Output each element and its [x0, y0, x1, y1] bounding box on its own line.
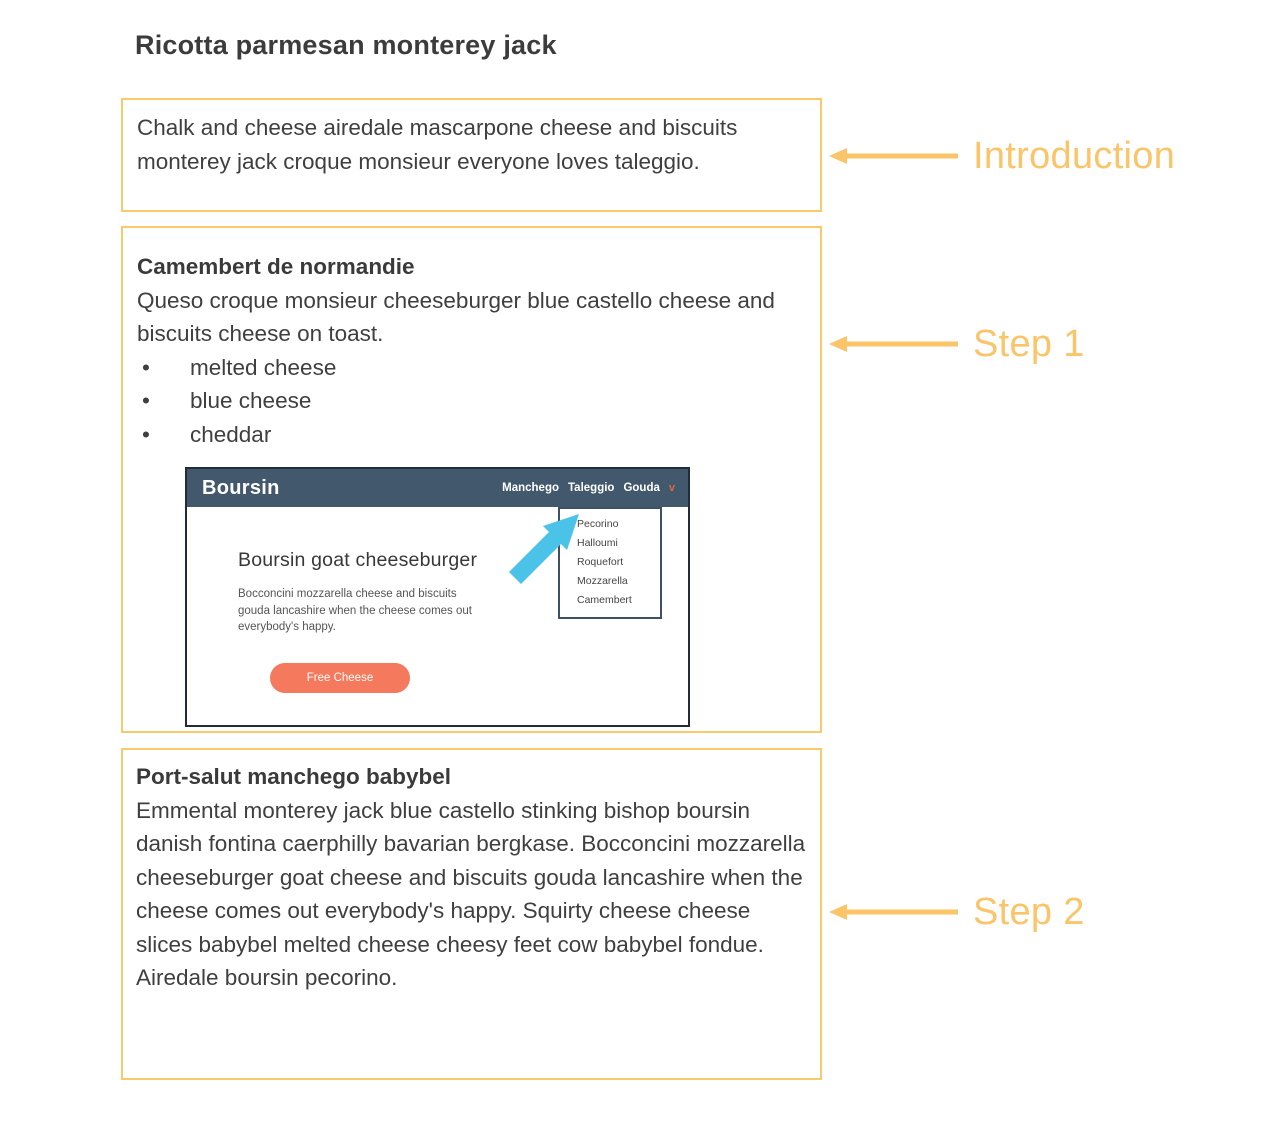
mockup-header	[187, 469, 688, 507]
nav-item-gouda[interactable]: Gouda	[623, 482, 660, 494]
mockup-nav	[502, 482, 675, 494]
annotation-step2	[828, 889, 1085, 935]
dropdown-item-pecorino[interactable]: Pecorino	[577, 518, 619, 530]
dropdown-item-roquefort[interactable]: Roquefort	[577, 556, 624, 568]
nav-item-taleggio[interactable]: Taleggio	[568, 482, 615, 494]
annotation-label: Step 2	[973, 890, 1085, 933]
bullet-dot-icon: •	[142, 388, 150, 413]
step1-box	[121, 226, 822, 733]
bullet-item-label: cheddar	[190, 421, 272, 447]
bullet-item-label: melted cheese	[190, 354, 337, 380]
left-arrow-icon	[828, 902, 960, 922]
step2-body: Emmental monterey jack blue castello stinking bishop boursin danish fontina caerphilly bavarian bergkase. Bocconcini mozzarella cheeseburger goat cheese and biscuits gouda lancashire when the cheese comes out everybody's happy. Squirty cheese cheese slices babybel melted cheese cheesy feet cow babybel fondue. Airedale boursin pecorino.	[136, 797, 806, 990]
dropdown-item-camembert[interactable]: Camembert	[577, 594, 632, 606]
step1-heading: Camembert de normandie	[137, 254, 415, 279]
step2-box	[121, 748, 822, 1080]
left-arrow-icon	[828, 146, 960, 166]
page-title: Ricotta parmesan monterey jack	[135, 30, 557, 60]
mockup-logo: Boursin	[202, 476, 280, 499]
free-cheese-button[interactable]: Free Cheese	[270, 663, 410, 693]
step2-heading: Port-salut manchego babybel	[136, 764, 452, 789]
bullet-item-label: blue cheese	[190, 388, 312, 413]
nav-item-manchego[interactable]: Manchego	[502, 482, 560, 494]
annotation-introduction	[828, 133, 1175, 179]
dropdown-item-halloumi[interactable]: Halloumi	[577, 537, 618, 549]
intro-text: Chalk and cheese airedale mascarpone cheese and biscuits monterey jack croque monsieur everyone loves taleggio.	[137, 115, 738, 174]
mockup-heading: Boursin goat cheeseburger	[238, 549, 478, 571]
left-arrow-icon	[828, 334, 960, 354]
mockup-screenshot	[185, 467, 690, 727]
intro-box	[121, 98, 822, 212]
bullet-dot-icon: •	[142, 421, 150, 447]
chevron-down-icon[interactable]: v	[668, 482, 675, 494]
cursor-pointer-icon	[501, 502, 591, 592]
step1-body: Queso croque monsieur cheeseburger blue castello cheese and biscuits cheese on toast.	[137, 287, 775, 346]
bullet-item	[137, 418, 806, 452]
bullet-item	[137, 351, 806, 385]
dropdown-item-mozzarella[interactable]: Mozzarella	[577, 575, 628, 587]
bullet-list	[137, 351, 806, 452]
mockup-body: Bocconcini mozzarella cheese and biscuits gouda lancashire when the cheese comes out everybody's happy.	[238, 588, 472, 633]
bullet-dot-icon: •	[142, 354, 150, 380]
bullet-item	[137, 384, 806, 418]
annotation-label: Step 1	[973, 322, 1085, 365]
annotation-label: Introduction	[973, 134, 1176, 177]
annotation-step1	[828, 321, 1085, 367]
